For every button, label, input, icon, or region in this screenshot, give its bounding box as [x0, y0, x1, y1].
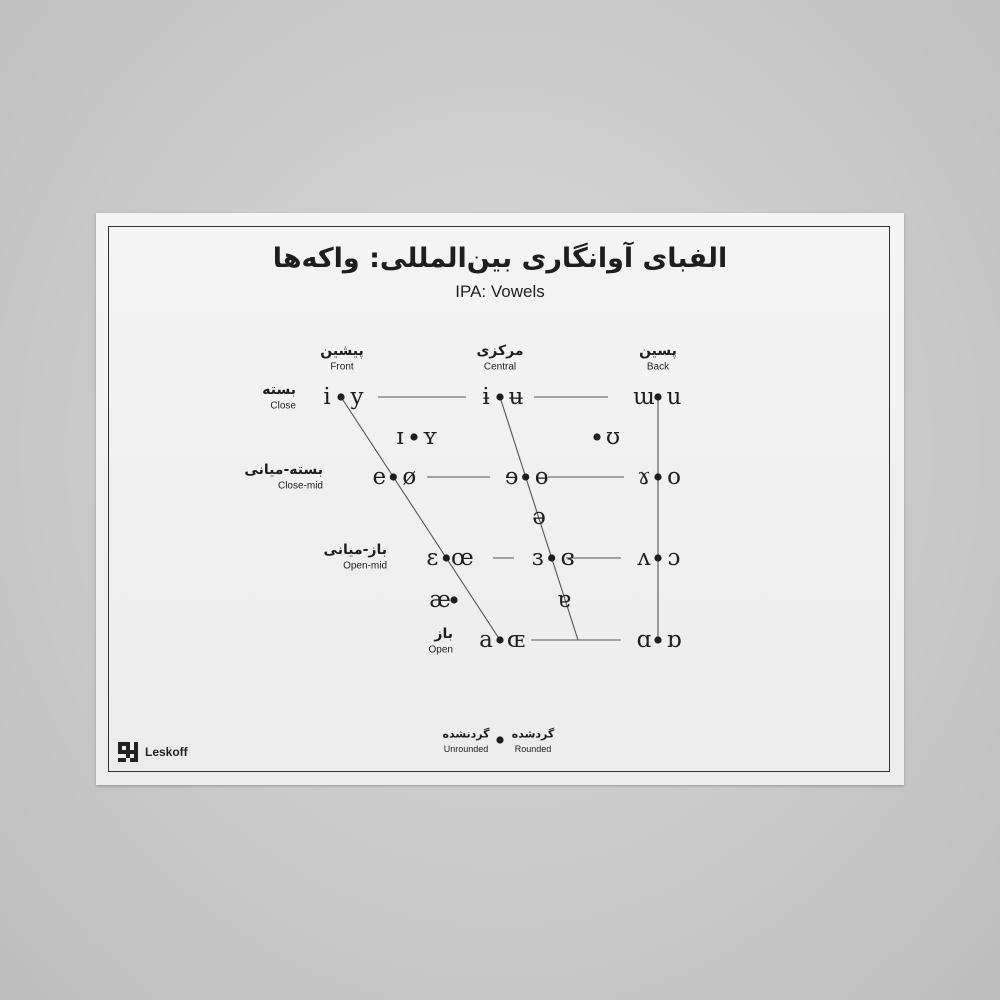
vowel-dot: [654, 393, 661, 400]
column-header-en: Central: [483, 361, 517, 373]
row-header-en: Close: [270, 400, 296, 412]
vowel-dot: [410, 433, 417, 440]
vowel-symbol: ɪ: [396, 424, 404, 450]
vowel-symbol: ɞ: [560, 545, 575, 571]
vowel-symbol: i: [323, 384, 331, 410]
legend-dot: [496, 736, 503, 743]
vowel-symbol: ø: [402, 464, 417, 490]
brand: [118, 741, 188, 763]
brand-name: Leskoff: [145, 745, 188, 759]
vowel-symbol: y: [350, 384, 364, 410]
vowel-symbol: ɜ: [531, 545, 544, 571]
vowel-dot: [496, 636, 503, 643]
vowel-symbol: ɘ: [504, 464, 519, 490]
vowel-symbol: ə: [532, 504, 546, 530]
vowel-symbol: ʌ: [637, 545, 651, 571]
column-header-fa: پیشین: [320, 343, 364, 359]
vowel-dot: [654, 473, 661, 480]
qr-code-icon: [118, 742, 138, 762]
vowel-dot: [496, 393, 503, 400]
title-english: IPA: Vowels: [455, 282, 545, 301]
row-header-fa: باز-میانی: [323, 542, 387, 558]
vowel-trapezoid-chart: [96, 213, 904, 785]
vowel-symbol: æ: [429, 587, 451, 613]
column-header-en: Front: [330, 361, 354, 373]
column-header-en: Back: [646, 361, 670, 373]
row-header-fa: بسته-میانی: [244, 462, 323, 478]
vowel-symbol: ʉ: [508, 384, 524, 410]
vowel-dot: [443, 554, 450, 561]
vowel-dot: [337, 393, 344, 400]
vowel-symbol: ɨ: [482, 384, 490, 410]
vowel-dot: [450, 596, 457, 603]
vowel-dot: [390, 473, 397, 480]
vowel-symbol: a: [479, 627, 493, 653]
vowel-dot: [654, 636, 661, 643]
vowel-symbol: ɑ: [636, 627, 652, 653]
vowel-symbol: u: [666, 384, 682, 410]
vowel-dot: [548, 554, 555, 561]
vowel-symbol: œ: [450, 545, 474, 571]
vowel-symbol: e: [372, 464, 387, 490]
vowel-dot: [593, 433, 600, 440]
vowel-symbol: ɐ: [557, 587, 571, 613]
column-header-fa: مرکزی: [476, 343, 524, 359]
vowel-symbol: ɶ: [506, 627, 526, 653]
legend-unrounded-en: Unrounded: [443, 744, 489, 754]
vowel-symbol: ɔ: [667, 545, 681, 571]
row-header-en: Close-mid: [277, 480, 323, 492]
vowel-symbol: o: [667, 464, 681, 490]
row-header-fa: باز: [434, 626, 453, 642]
poster: [96, 213, 904, 785]
vowel-symbol: ʊ: [605, 424, 621, 450]
row-header-en: Open: [428, 644, 453, 656]
front-edge-line: [341, 397, 500, 640]
row-header-fa: بسته: [262, 382, 296, 398]
legend-rounded-en: Rounded: [514, 744, 552, 754]
vowel-dot: [654, 554, 661, 561]
vowel-symbol: ɵ: [534, 464, 549, 490]
vowel-symbol: ʏ: [422, 424, 438, 450]
column-header-fa: پسین: [639, 343, 677, 359]
vowel-dot: [522, 473, 529, 480]
legend-rounded-fa: گردشده: [511, 727, 555, 741]
legend-unrounded-fa: گردنشده: [442, 727, 490, 741]
vowel-symbol: ɛ: [426, 545, 439, 571]
row-header-en: Open-mid: [343, 560, 387, 572]
title-persian: الفبای آوانگاری بین‌المللی: واکه‌ها: [272, 243, 728, 274]
vowel-symbol: ɤ: [637, 464, 651, 490]
vowel-symbol: ɒ: [666, 627, 682, 653]
vowel-symbol: ɯ: [633, 384, 655, 410]
